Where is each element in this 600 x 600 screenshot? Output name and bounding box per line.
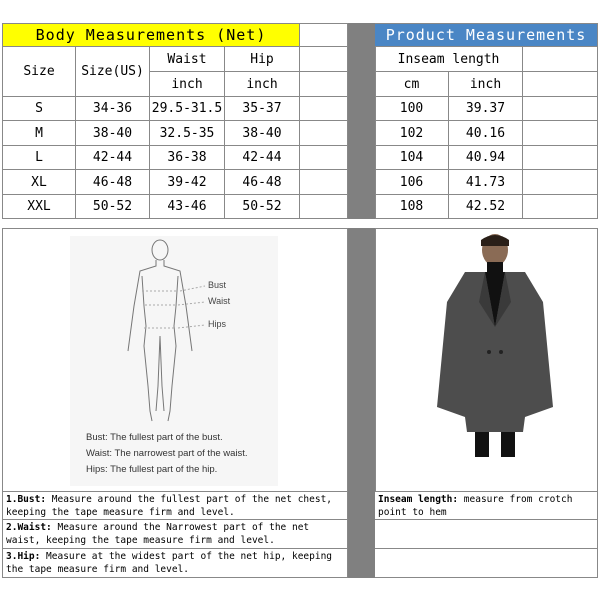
hip-cell: 46-48	[225, 170, 300, 195]
empty-cell	[300, 97, 348, 121]
empty-cell	[300, 170, 348, 195]
empty-unit	[300, 72, 348, 97]
size-cell: XXL	[2, 195, 76, 219]
figure-label-waist: Waist	[208, 296, 231, 306]
waist-cell: 32.5-35	[150, 121, 225, 146]
col-waist-header: Waist	[150, 47, 225, 72]
col-inseam-empty	[523, 47, 598, 72]
body-measurements-title: Body Measurements (Net)	[2, 23, 300, 47]
note-hip-text: Measure at the widest part of the net hip, keeping the tape measure firm and level.	[6, 551, 333, 575]
inseam-empty-cell	[523, 97, 598, 121]
inseam-empty-cell	[523, 170, 598, 195]
inseam-cm-cell: 108	[375, 195, 449, 219]
empty-cell	[300, 195, 348, 219]
size-cell: L	[2, 146, 76, 170]
col-inseam-header: Inseam length	[375, 47, 523, 72]
note-bust-title: 1.Bust:	[6, 494, 47, 505]
inseam-inch-cell: 42.52	[449, 195, 523, 219]
waist-cell: 36-38	[150, 146, 225, 170]
empty-cell	[300, 121, 348, 146]
waist-cell: 43-46	[150, 195, 225, 219]
size-cell: M	[2, 121, 76, 146]
coat-model-photo	[425, 232, 565, 460]
note-bust	[2, 492, 348, 520]
size-us-cell: 42-44	[76, 146, 150, 170]
note-empty-1	[375, 520, 598, 549]
waist-cell: 29.5-31.5	[150, 97, 225, 121]
figure-label-hips: Hips	[208, 319, 227, 329]
note-empty-2	[375, 549, 598, 578]
hip-cell: 35-37	[225, 97, 300, 121]
size-cell: S	[2, 97, 76, 121]
waist-unit: inch	[150, 72, 225, 97]
inseam-empty-cell	[523, 121, 598, 146]
unit-cm: cm	[375, 72, 449, 97]
col-size-header: Size	[2, 47, 76, 97]
coat-model-icon	[425, 232, 565, 460]
note-waist-text: Measure around the Narrowest part of the net waist, keeping the tape measure firm and level.	[6, 522, 310, 546]
note-inseam-text: measure from crotch point to hem	[378, 494, 573, 518]
body-diagram	[70, 236, 278, 486]
inseam-inch-cell: 39.37	[449, 97, 523, 121]
note-hip	[2, 549, 348, 578]
divider-top	[348, 23, 375, 219]
divider-bottom	[348, 228, 375, 578]
col-empty-header	[300, 47, 348, 72]
inseam-cm-cell: 102	[375, 121, 449, 146]
size-cell: XL	[2, 170, 76, 195]
definition-bust: Bust: The fullest part of the bust.	[86, 432, 223, 443]
waist-cell: 39-42	[150, 170, 225, 195]
note-waist-title: 2.Waist:	[6, 522, 52, 533]
size-us-cell: 38-40	[76, 121, 150, 146]
note-inseam-title: Inseam length:	[378, 494, 459, 505]
hip-cell: 38-40	[225, 121, 300, 146]
note-inseam	[375, 492, 598, 520]
inseam-empty-cell	[523, 195, 598, 219]
inseam-empty-cell	[523, 146, 598, 170]
note-waist	[2, 520, 348, 549]
figure-label-bust: Bust	[208, 280, 227, 290]
product-measurements-title: Product Measurements	[375, 23, 598, 47]
inseam-inch-cell: 41.73	[449, 170, 523, 195]
size-us-cell: 46-48	[76, 170, 150, 195]
definition-waist: Waist: The narrowest part of the waist.	[86, 448, 248, 459]
size-us-cell: 34-36	[76, 97, 150, 121]
inseam-cm-cell: 106	[375, 170, 449, 195]
body-title-spacer	[300, 23, 348, 47]
hip-unit: inch	[225, 72, 300, 97]
note-hip-title: 3.Hip:	[6, 551, 41, 562]
note-bust-text: Measure around the fullest part of the net chest, keeping the tape measure firm and level.	[6, 494, 333, 518]
inseam-cm-cell: 104	[375, 146, 449, 170]
unit-inch: inch	[449, 72, 523, 97]
definition-hips: Hips: The fullest part of the hip.	[86, 464, 218, 475]
inseam-inch-cell: 40.16	[449, 121, 523, 146]
size-us-cell: 50-52	[76, 195, 150, 219]
hip-cell: 42-44	[225, 146, 300, 170]
inseam-inch-cell: 40.94	[449, 146, 523, 170]
empty-cell	[300, 146, 348, 170]
unit-empty	[523, 72, 598, 97]
inseam-cm-cell: 100	[375, 97, 449, 121]
hip-cell: 50-52	[225, 195, 300, 219]
col-hip-header: Hip	[225, 47, 300, 72]
col-size-us-header: Size(US)	[76, 47, 150, 97]
